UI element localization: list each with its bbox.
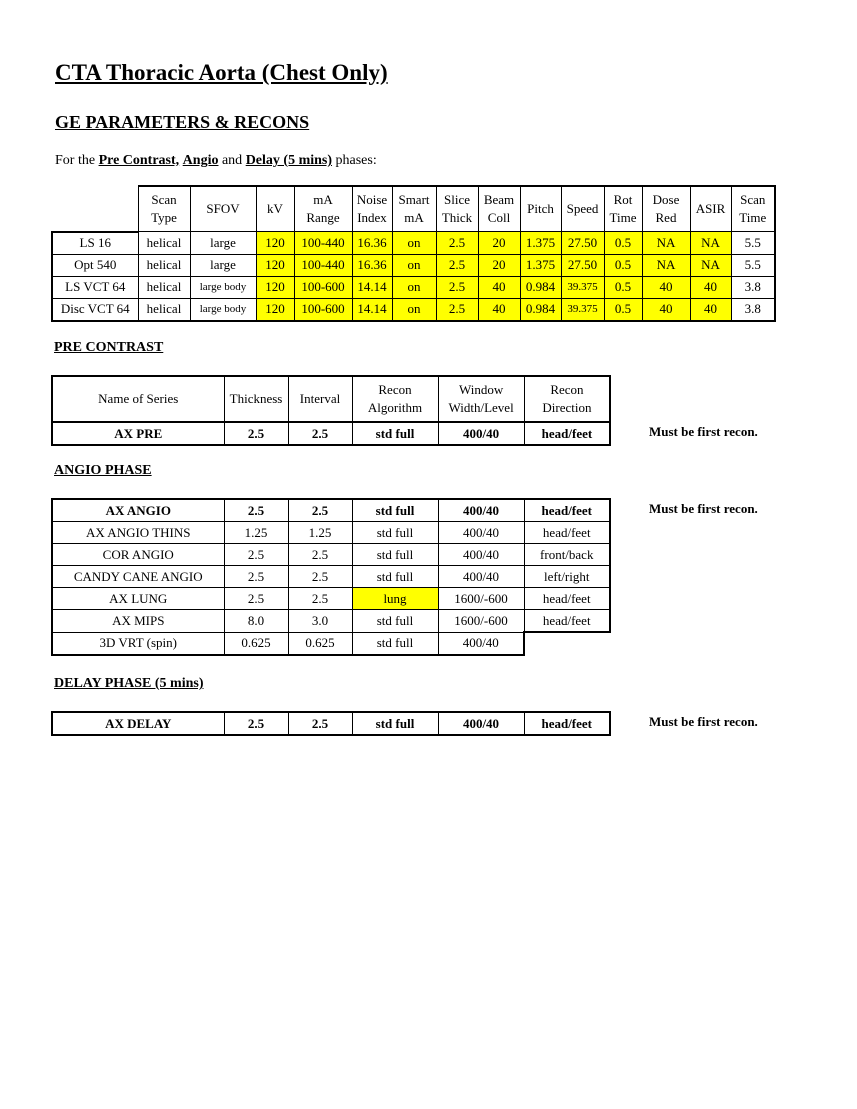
- param-cell: NA: [690, 254, 731, 276]
- series-cell: AX LUNG: [52, 588, 224, 610]
- header-line: Coll: [487, 210, 511, 225]
- series-cell: 400/40: [438, 544, 524, 566]
- pre-contrast-heading: PRE CONTRAST: [54, 340, 164, 355]
- series-cell: 400/40: [438, 632, 524, 655]
- param-cell: 0.5: [604, 232, 642, 255]
- param-cell: 40: [478, 276, 520, 298]
- param-cell: on: [392, 232, 436, 255]
- header-line: Range: [306, 210, 340, 225]
- param-cell: NA: [642, 232, 690, 255]
- param-cell: helical: [138, 232, 190, 255]
- series-cell: 8.0: [224, 610, 288, 633]
- table-row: [52, 566, 610, 588]
- param-cell: 40: [478, 298, 520, 321]
- pre-contrast-table: [51, 375, 611, 446]
- header-line: Scan: [740, 192, 766, 207]
- pre-column-header: Interval: [288, 376, 352, 422]
- header-line: Beam: [483, 192, 515, 207]
- param-cell: 2.5: [436, 254, 478, 276]
- param-cell: large body: [190, 298, 256, 321]
- table-row: [52, 712, 610, 735]
- series-cell: 1.25: [288, 522, 352, 544]
- series-cell: AX ANGIO THINS: [52, 522, 224, 544]
- series-cell: std full: [352, 632, 438, 655]
- series-cell: 2.5: [224, 422, 288, 445]
- scanner-name: Opt 540: [52, 254, 138, 276]
- angio-note: Must be first recon.: [649, 501, 758, 516]
- series-cell: head/feet: [524, 610, 610, 633]
- scanner-name: LS VCT 64: [52, 276, 138, 298]
- header-line: Type: [151, 210, 177, 225]
- param-cell: large: [190, 254, 256, 276]
- param-cell: 14.14: [352, 298, 392, 321]
- series-cell: left/right: [524, 566, 610, 588]
- params-column-header: [436, 186, 478, 232]
- header-line: Rot: [613, 192, 633, 207]
- phases-suffix: phases:: [332, 153, 377, 168]
- series-cell: head/feet: [524, 422, 610, 445]
- series-cell: 0.625: [288, 632, 352, 655]
- series-cell: 0.625: [224, 632, 288, 655]
- table-row: [52, 422, 610, 445]
- params-column-header: [604, 186, 642, 232]
- param-cell: 2.5: [436, 232, 478, 255]
- param-cell: 0.5: [604, 298, 642, 321]
- pre-column-header: Thickness: [224, 376, 288, 422]
- params-column-header: [352, 186, 392, 232]
- param-cell: on: [392, 276, 436, 298]
- params-column-header: [731, 186, 775, 232]
- series-cell: lung: [352, 588, 438, 610]
- param-cell: 2.5: [436, 298, 478, 321]
- param-cell: 40: [690, 276, 731, 298]
- header-line: ASIR: [695, 201, 726, 216]
- param-cell: large body: [190, 276, 256, 298]
- series-cell: AX MIPS: [52, 610, 224, 633]
- table-row: [52, 499, 610, 522]
- series-cell: head/feet: [524, 499, 610, 522]
- angio-table: [51, 498, 611, 656]
- phases-line: [55, 151, 377, 171]
- series-cell: 2.5: [224, 544, 288, 566]
- series-cell: head/feet: [524, 588, 610, 610]
- param-cell: 1.375: [520, 254, 561, 276]
- header-line: Red: [655, 210, 677, 225]
- series-cell: 3.0: [288, 610, 352, 633]
- series-cell: std full: [352, 712, 438, 735]
- series-cell: 400/40: [438, 422, 524, 445]
- param-cell: 100-600: [294, 298, 352, 321]
- params-column-header: [190, 186, 256, 232]
- params-column-header: [138, 186, 190, 232]
- series-cell: std full: [352, 566, 438, 588]
- delay-table: [51, 711, 611, 736]
- series-cell: 2.5: [288, 588, 352, 610]
- table-row: [52, 610, 610, 633]
- scanner-name: LS 16: [52, 232, 138, 255]
- header-line: Thick: [441, 210, 473, 225]
- phase-delay: Delay (5 mins): [245, 153, 333, 168]
- phases-mid2: and: [218, 153, 246, 168]
- pre-column-header: Recon Algorithm: [352, 376, 438, 422]
- params-column-header: [642, 186, 690, 232]
- pre-column-header: Recon Direction: [524, 376, 610, 422]
- series-cell: head/feet: [524, 522, 610, 544]
- param-cell: 5.5: [731, 254, 775, 276]
- pre-column-header: Name of Series: [52, 376, 224, 422]
- table-row: [52, 276, 775, 298]
- scanner-name: Disc VCT 64: [52, 298, 138, 321]
- table-row: [52, 522, 610, 544]
- param-cell: 3.8: [731, 298, 775, 321]
- params-column-header: [690, 186, 731, 232]
- series-cell: CANDY CANE ANGIO: [52, 566, 224, 588]
- series-cell: head/feet: [524, 712, 610, 735]
- header-line: Pitch: [527, 201, 554, 216]
- params-corner: [52, 186, 138, 232]
- series-cell: 2.5: [224, 566, 288, 588]
- param-cell: 0.5: [604, 276, 642, 298]
- param-cell: 14.14: [352, 276, 392, 298]
- table-row: [52, 232, 775, 255]
- param-cell: 20: [478, 254, 520, 276]
- phases-prefix: For the: [55, 153, 99, 168]
- param-cell: 5.5: [731, 232, 775, 255]
- params-header-row: [52, 186, 775, 232]
- params-column-header: [561, 186, 604, 232]
- param-cell: 100-440: [294, 254, 352, 276]
- param-cell: 40: [642, 276, 690, 298]
- header-line: Speed: [566, 201, 599, 216]
- table-row: [52, 544, 610, 566]
- series-cell: 2.5: [288, 566, 352, 588]
- param-cell: 27.50: [561, 254, 604, 276]
- series-cell: AX PRE: [52, 422, 224, 445]
- header-line: Time: [739, 210, 767, 225]
- param-cell: 100-440: [294, 232, 352, 255]
- series-cell: 2.5: [288, 712, 352, 735]
- param-cell: 120: [256, 276, 294, 298]
- param-cell: 0.984: [520, 276, 561, 298]
- series-cell: 400/40: [438, 566, 524, 588]
- params-column-header: [294, 186, 352, 232]
- param-cell: on: [392, 254, 436, 276]
- phase-angio: Angio: [182, 153, 219, 168]
- table-row: [52, 632, 610, 655]
- header-line: kV: [267, 201, 283, 216]
- series-cell: 1.25: [224, 522, 288, 544]
- series-cell: 2.5: [288, 544, 352, 566]
- header-line: Slice: [444, 192, 470, 207]
- param-cell: 20: [478, 232, 520, 255]
- series-cell: [524, 632, 610, 655]
- series-cell: 400/40: [438, 712, 524, 735]
- header-line: Noise: [356, 192, 388, 207]
- param-cell: 2.5: [436, 276, 478, 298]
- param-cell: 120: [256, 298, 294, 321]
- scanner-parameters-table: [51, 185, 776, 322]
- param-cell: 40: [690, 298, 731, 321]
- param-cell: 3.8: [731, 276, 775, 298]
- delay-note: Must be first recon.: [649, 714, 758, 729]
- series-cell: std full: [352, 610, 438, 633]
- phase-pre-contrast: Pre Contrast,: [98, 153, 180, 168]
- param-cell: 120: [256, 232, 294, 255]
- param-cell: 39.375: [561, 298, 604, 321]
- param-cell: 40: [642, 298, 690, 321]
- series-cell: 2.5: [224, 499, 288, 522]
- param-cell: 100-600: [294, 276, 352, 298]
- header-line: Time: [609, 210, 637, 225]
- series-cell: std full: [352, 544, 438, 566]
- param-cell: 16.36: [352, 254, 392, 276]
- section-subtitle: GE PARAMETERS & RECONS: [55, 112, 310, 132]
- pre-header-row: [52, 376, 610, 422]
- param-cell: 120: [256, 254, 294, 276]
- series-cell: 1600/-600: [438, 610, 524, 633]
- table-row: [52, 254, 775, 276]
- header-line: mA: [404, 210, 424, 225]
- page-title: CTA Thoracic Aorta (Chest Only): [55, 60, 388, 85]
- param-cell: 27.50: [561, 232, 604, 255]
- series-cell: AX ANGIO: [52, 499, 224, 522]
- header-line: Smart: [398, 192, 430, 207]
- params-column-header: [256, 186, 294, 232]
- delay-heading: DELAY PHASE (5 mins): [54, 676, 204, 691]
- params-column-header: [392, 186, 436, 232]
- param-cell: helical: [138, 298, 190, 321]
- params-column-header: [520, 186, 561, 232]
- series-cell: 2.5: [288, 499, 352, 522]
- header-line: SFOV: [206, 201, 240, 216]
- series-cell: 2.5: [224, 588, 288, 610]
- series-cell: front/back: [524, 544, 610, 566]
- header-line: Index: [357, 210, 387, 225]
- param-cell: NA: [642, 254, 690, 276]
- params-column-header: [478, 186, 520, 232]
- series-cell: std full: [352, 422, 438, 445]
- series-cell: COR ANGIO: [52, 544, 224, 566]
- angio-heading: ANGIO PHASE: [54, 463, 152, 478]
- param-cell: large: [190, 232, 256, 255]
- param-cell: 0.984: [520, 298, 561, 321]
- param-cell: 1.375: [520, 232, 561, 255]
- param-cell: 0.5: [604, 254, 642, 276]
- param-cell: 39.375: [561, 276, 604, 298]
- pre-contrast-note: Must be first recon.: [649, 424, 758, 439]
- series-cell: AX DELAY: [52, 712, 224, 735]
- series-cell: std full: [352, 522, 438, 544]
- series-cell: 400/40: [438, 499, 524, 522]
- header-line: Scan: [151, 192, 177, 207]
- series-cell: 2.5: [288, 422, 352, 445]
- series-cell: std full: [352, 499, 438, 522]
- pre-column-header: Window Width/Level: [438, 376, 524, 422]
- param-cell: helical: [138, 254, 190, 276]
- param-cell: helical: [138, 276, 190, 298]
- param-cell: on: [392, 298, 436, 321]
- param-cell: NA: [690, 232, 731, 255]
- header-line: Dose: [652, 192, 680, 207]
- series-cell: 400/40: [438, 522, 524, 544]
- series-cell: 3D VRT (spin): [52, 632, 224, 655]
- table-row: [52, 298, 775, 321]
- param-cell: 16.36: [352, 232, 392, 255]
- table-row: [52, 588, 610, 610]
- series-cell: 2.5: [224, 712, 288, 735]
- series-cell: 1600/-600: [438, 588, 524, 610]
- header-line: mA: [313, 192, 333, 207]
